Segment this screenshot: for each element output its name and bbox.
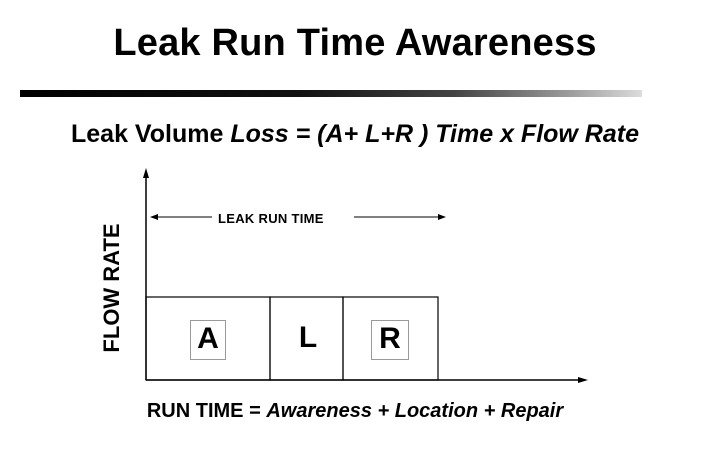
- segment-letter-r: R: [371, 320, 409, 360]
- slide-title: Leak Run Time Awareness: [113, 22, 597, 64]
- run-time-arrow-right-head: [438, 214, 446, 220]
- x-axis-arrowhead: [578, 377, 588, 383]
- formula-expression: Loss = (A+ L+R ) Time x Flow Rate: [230, 120, 639, 148]
- y-axis-arrowhead: [143, 168, 149, 178]
- formula-lead: Leak Volume: [71, 120, 224, 148]
- run-time-caption-expression: Awareness + Location + Repair: [266, 400, 564, 422]
- run-time-caption: [0, 400, 710, 423]
- run-time-caption-lead: RUN TIME: [146, 400, 244, 422]
- segment-letter-l: L: [298, 321, 318, 354]
- segment-letter-a: A: [190, 320, 226, 360]
- run-time-arrow-left-head: [150, 214, 158, 220]
- run-time-caption-equals: =: [249, 400, 261, 422]
- leak-run-time-label: LEAK RUN TIME: [218, 211, 324, 226]
